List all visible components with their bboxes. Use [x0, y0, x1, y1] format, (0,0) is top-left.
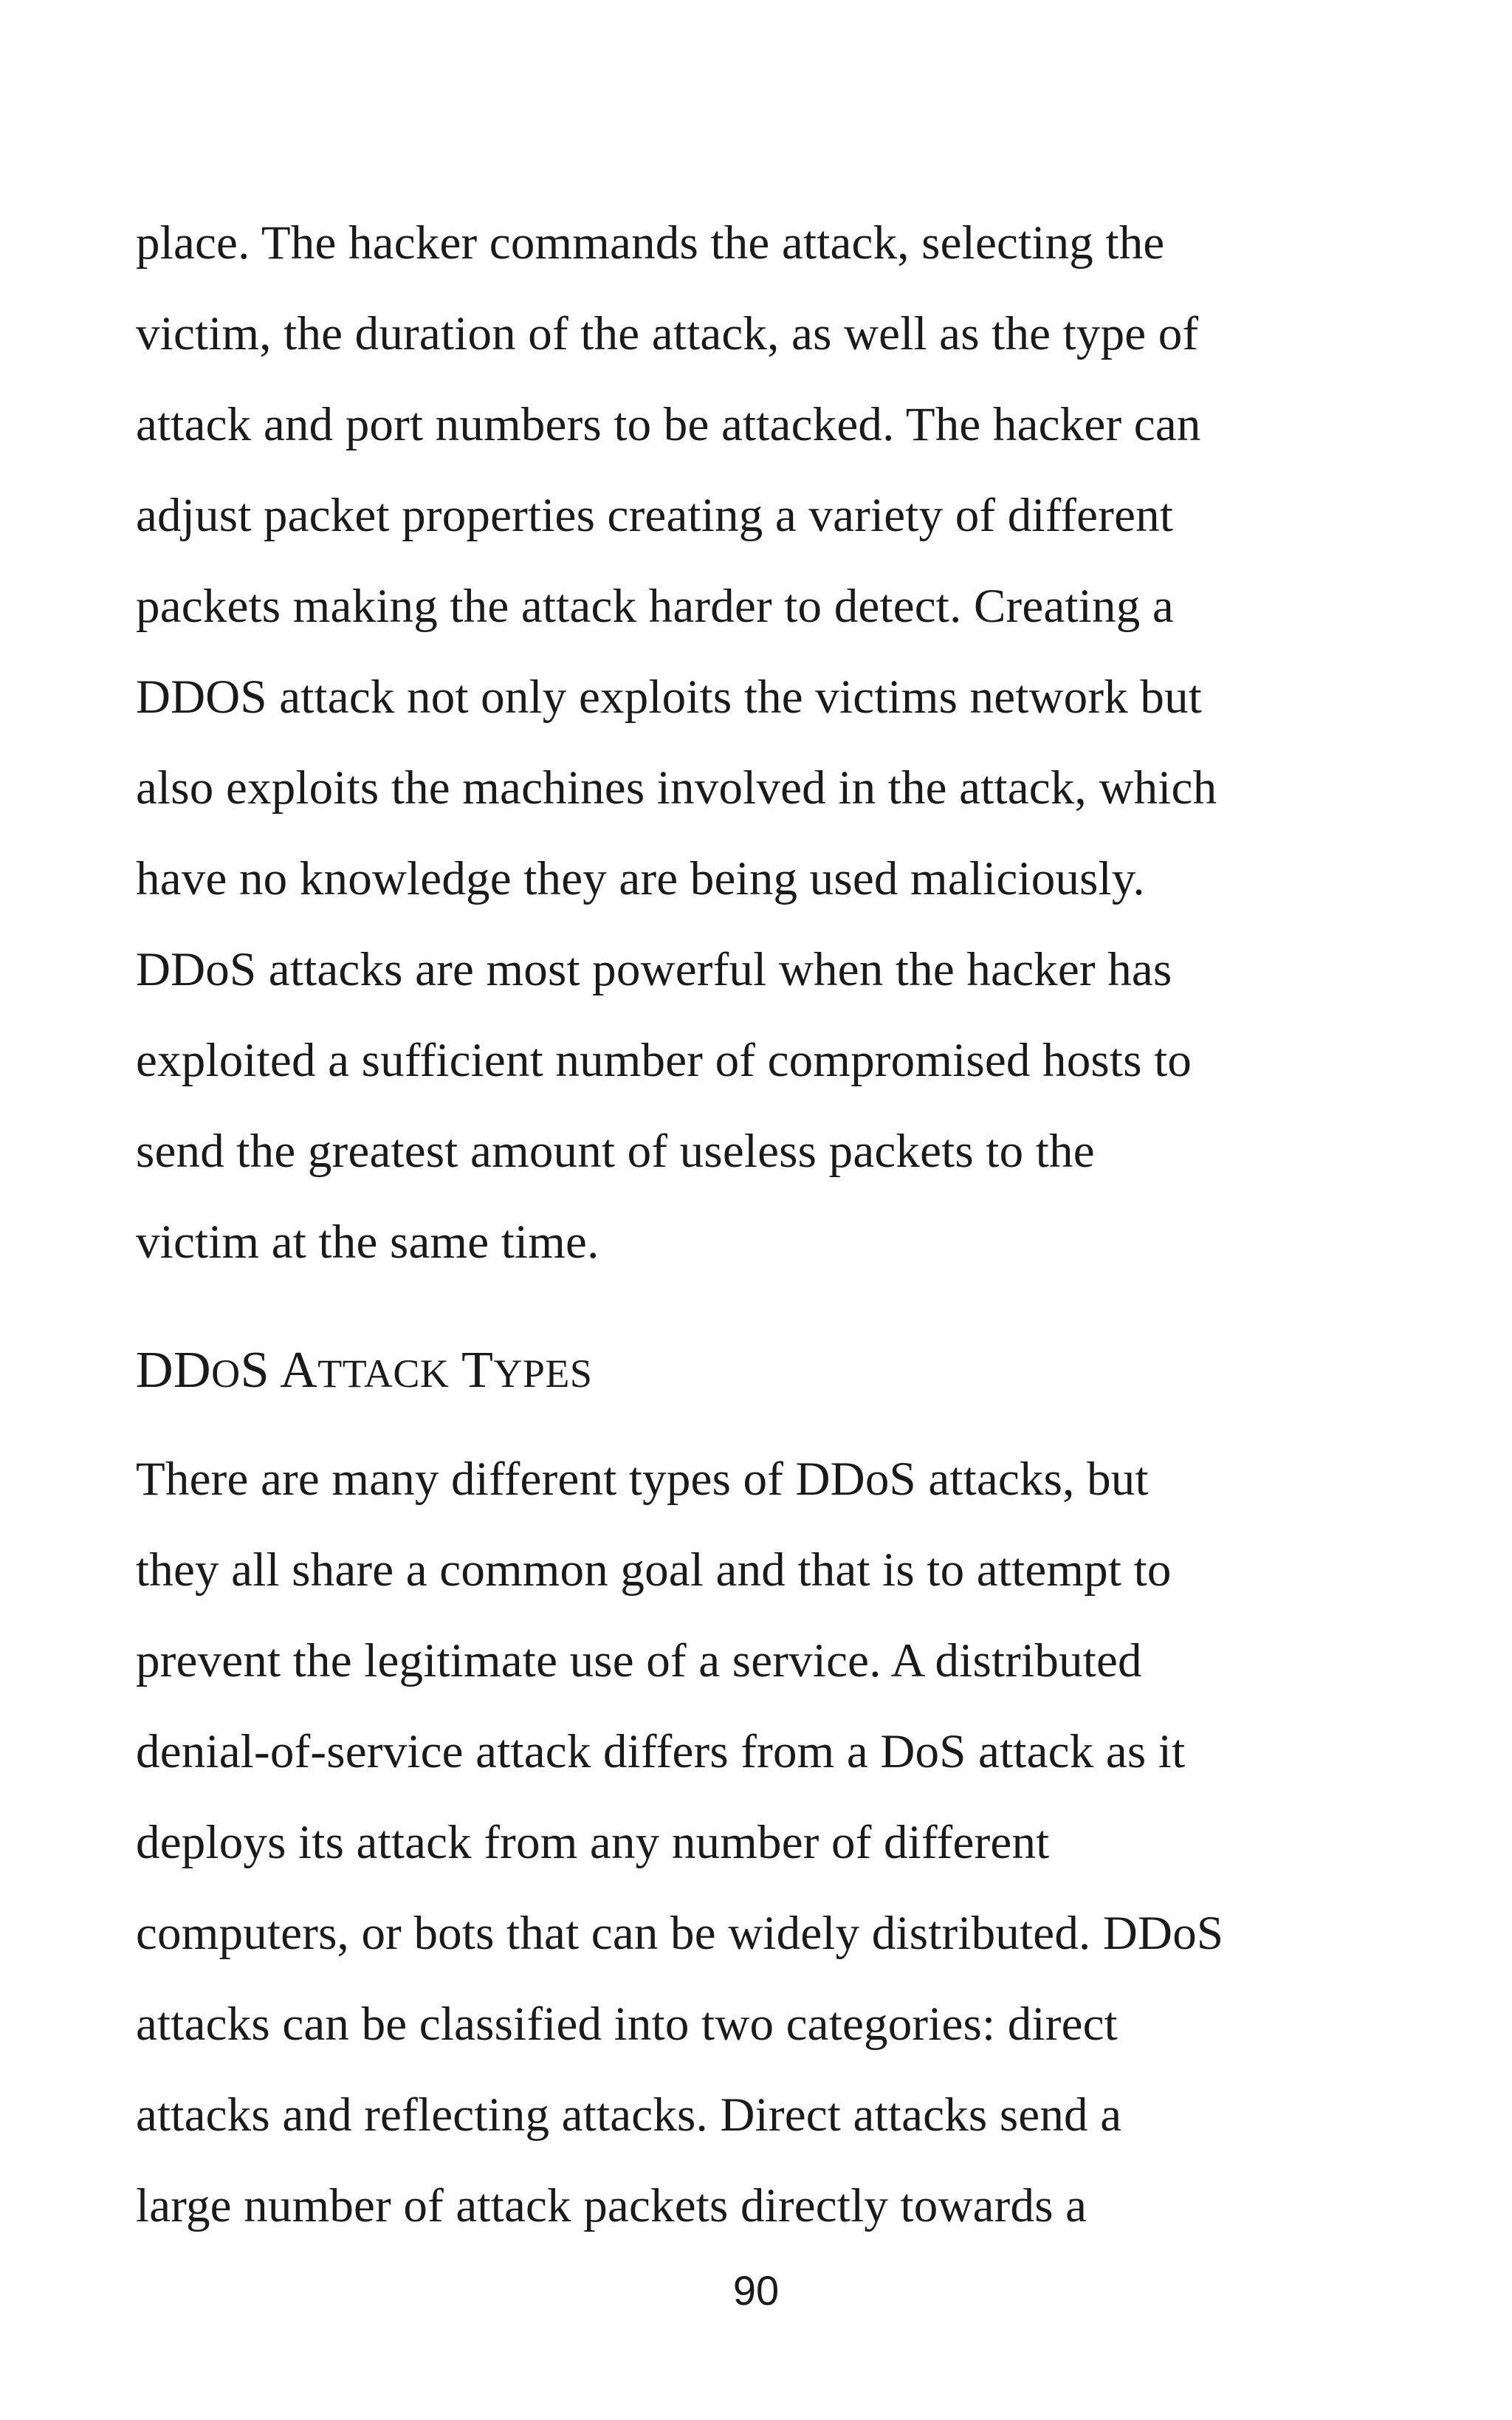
- heading-part: T: [449, 1342, 494, 1399]
- text-line: also exploits the machines involved in the attack, which: [136, 761, 1217, 815]
- paragraph-ddos-attack-control: [136, 198, 1391, 1288]
- text-line: they all share a common goal and that is to attempt to: [136, 1543, 1172, 1597]
- page-number: 90: [732, 2267, 780, 2314]
- text-line: There are many different types of DDoS attacks, but: [136, 1453, 1149, 1506]
- heading-part-small-caps: TTACK: [317, 1351, 450, 1396]
- text-line: have no knowledge they are being used maliciously.: [136, 852, 1145, 905]
- text-line: packets making the attack harder to detect. Creating a: [136, 580, 1174, 633]
- text-line: victim at the same time.: [136, 1216, 599, 1269]
- text-line: send the greatest amount of useless packets to the: [136, 1125, 1095, 1178]
- text-line: place. The hacker commands the attack, selecting the: [136, 216, 1165, 270]
- section-heading-ddos-attack-types: [136, 1334, 592, 1410]
- text-line: deploys its attack from any number of different: [136, 1816, 1050, 1869]
- text-line: adjust packet properties creating a variety of different: [136, 489, 1174, 542]
- heading-part-small-caps: YPES: [493, 1351, 593, 1396]
- heading-part: S A: [240, 1342, 318, 1399]
- text-line: prevent the legitimate use of a service. A distributed: [136, 1634, 1142, 1687]
- text-line: attacks can be classified into two categories: direct: [136, 1998, 1118, 2051]
- text-line: DDOS attack not only exploits the victims network but: [136, 671, 1203, 724]
- text-line: attack and port numbers to be attacked. The hacker can: [136, 398, 1201, 451]
- heading-part-small-caps: O: [211, 1351, 241, 1396]
- text-line: attacks and reflecting attacks. Direct attacks send a: [136, 2088, 1122, 2142]
- text-line: exploited a sufficient number of compromised hosts to: [136, 1034, 1192, 1087]
- text-line: denial-of-service attack differs from a DoS attack as it: [136, 1725, 1186, 1778]
- paragraph-ddos-types-intro: [136, 1434, 1391, 2252]
- text-line: computers, or bots that can be widely distributed. DDoS: [136, 1907, 1224, 1960]
- heading-part: DD: [136, 1342, 212, 1399]
- text-line: DDoS attacks are most powerful when the hacker has: [136, 943, 1172, 996]
- text-line: large number of attack packets directly towards a: [136, 2179, 1087, 2232]
- text-line: victim, the duration of the attack, as well as the type of: [136, 307, 1199, 360]
